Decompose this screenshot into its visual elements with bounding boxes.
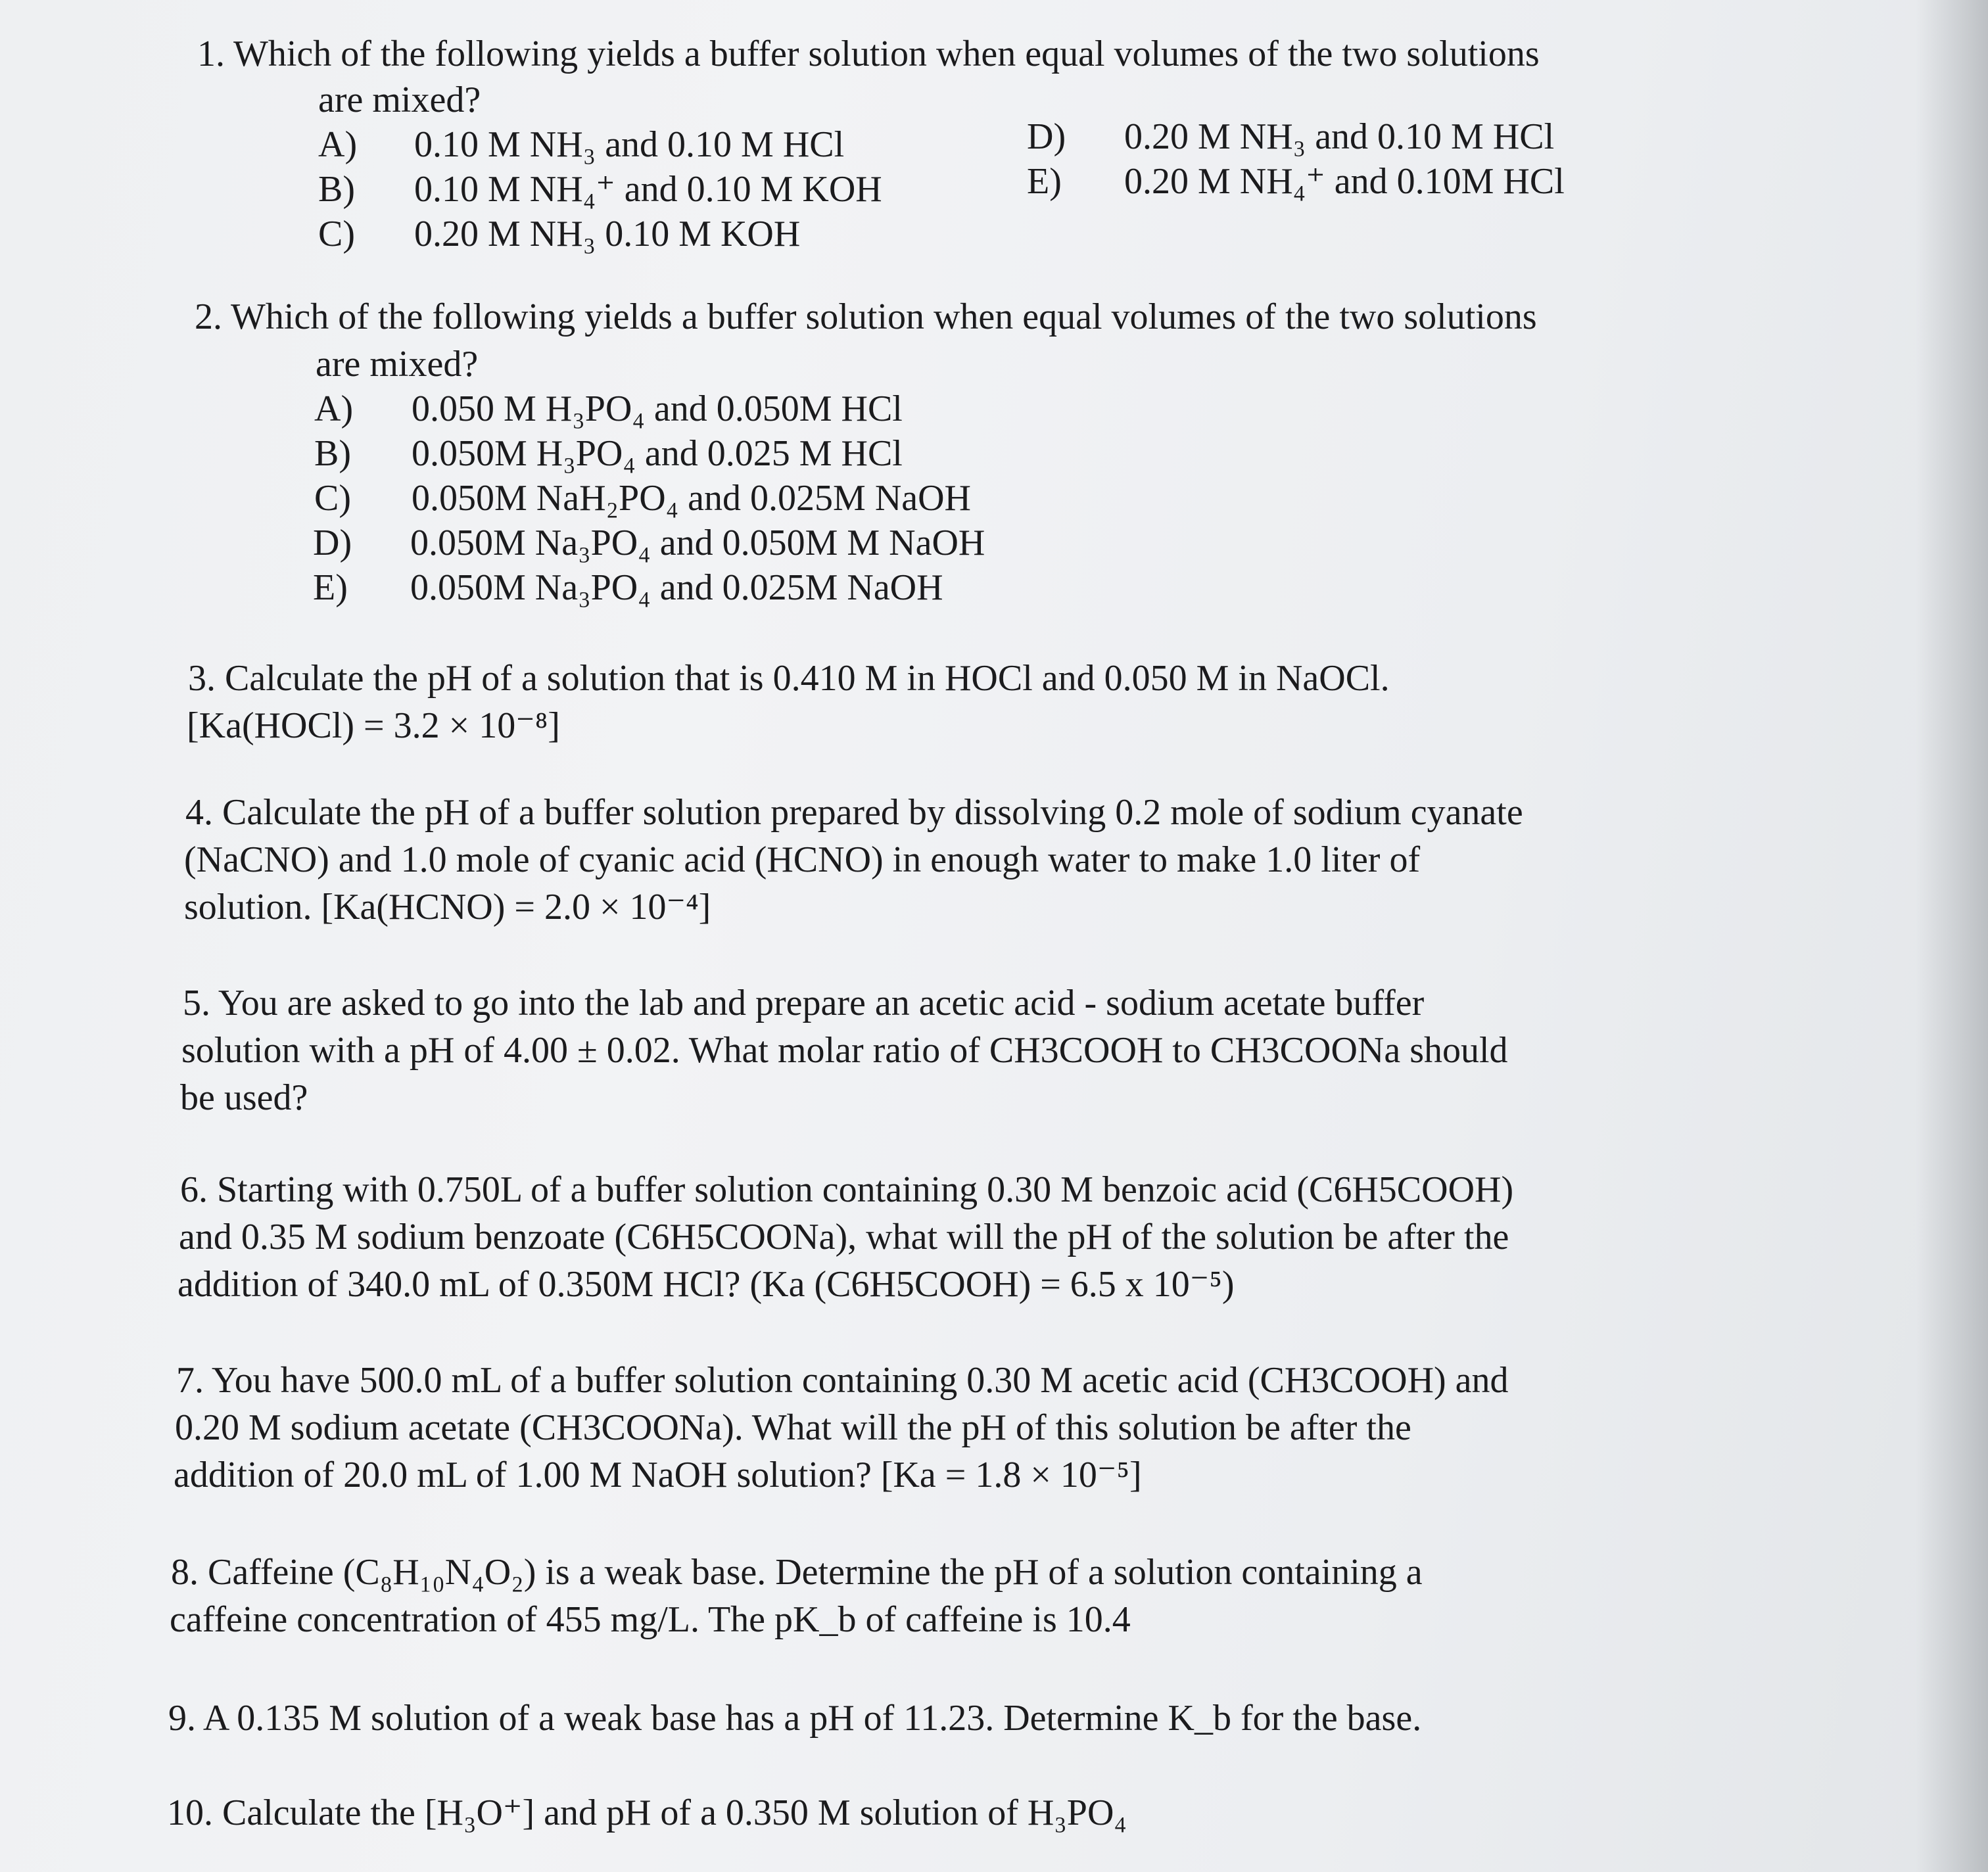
q2-option-c: 0.050M NaH₂PO₄ and 0.025M NaOH bbox=[412, 478, 971, 519]
q6-line3: addition of 340.0 mL of 0.350M HCl? (Ka (C6H5COOH) = 6.5 x 10⁻⁵) bbox=[178, 1264, 1235, 1305]
q2-line1: 2. Which of the following yields a buffer solution when equal volumes of the two solutions bbox=[195, 296, 1537, 337]
q1-option-e: 0.20 M NH₄⁺ and 0.10M HCl bbox=[1124, 161, 1565, 202]
q6-line2: and 0.35 M sodium benzoate (C6H5COONa), what will the pH of the solution be after the bbox=[179, 1217, 1509, 1257]
q1-option-a-letter: A) bbox=[318, 124, 358, 165]
q3-line2: [Ka(HOCl) = 3.2 × 10⁻⁸] bbox=[187, 705, 560, 746]
q1-option-d: 0.20 M NH₃ and 0.10 M HCl bbox=[1124, 116, 1555, 157]
q2-option-a-letter: A) bbox=[314, 388, 354, 429]
page-edge-shadow bbox=[1916, 0, 1988, 1872]
q2-option-e-letter: E) bbox=[313, 567, 348, 608]
q5-line3: be used? bbox=[180, 1077, 308, 1118]
q1-option-b-letter: B) bbox=[318, 169, 355, 210]
q5-line1: 5. You are asked to go into the lab and prepare an acetic acid - sodium acetate buffer bbox=[183, 983, 1425, 1023]
q2-option-d-letter: D) bbox=[313, 523, 352, 563]
q2-line2: are mixed? bbox=[316, 344, 479, 385]
q1-line1: 1. Which of the following yields a buffer solution when equal volumes of the two solutions bbox=[197, 34, 1540, 74]
q8-line1: 8. Caffeine (C₈H₁₀N₄O₂) is a weak base. Determine the pH of a solution containing a bbox=[171, 1552, 1423, 1593]
q1-line2: are mixed? bbox=[318, 80, 481, 120]
q9-line1: 9. A 0.135 M solution of a weak base has a pH of 11.23. Determine K_b for the base. bbox=[168, 1698, 1422, 1739]
q10-line1: 10. Calculate the [H₃O⁺] and pH of a 0.350 M solution of H₃PO₄ bbox=[167, 1792, 1127, 1833]
q2-option-b-letter: B) bbox=[314, 433, 351, 474]
q2-option-c-letter: C) bbox=[314, 478, 351, 519]
q5-line2: solution with a pH of 4.00 ± 0.02. What molar ratio of CH3COOH to CH3COONa should bbox=[181, 1030, 1508, 1071]
q7-line3: addition of 20.0 mL of 1.00 M NaOH solution? [Ka = 1.8 × 10⁻⁵] bbox=[174, 1455, 1142, 1495]
q2-option-b: 0.050M H₃PO₄ and 0.025 M HCl bbox=[412, 433, 903, 474]
q1-option-c: 0.20 M NH₃ 0.10 M KOH bbox=[414, 214, 801, 254]
q4-line3: solution. [Ka(HCNO) = 2.0 × 10⁻⁴] bbox=[184, 887, 711, 927]
q4-line2: (NaCNO) and 1.0 mole of cyanic acid (HCNO) in enough water to make 1.0 liter of bbox=[184, 839, 1421, 880]
q7-line2: 0.20 M sodium acetate (CH3COONa). What will the pH of this solution be after the bbox=[175, 1407, 1411, 1448]
q4-line1: 4. Calculate the pH of a buffer solution prepared by dissolving 0.2 mole of sodium cyanate bbox=[185, 792, 1523, 833]
q3-line1: 3. Calculate the pH of a solution that is 0.410 M in HOCl and 0.050 M in NaOCl. bbox=[188, 658, 1390, 699]
q1-option-a: 0.10 M NH₃ and 0.10 M HCl bbox=[414, 124, 845, 165]
q1-option-e-letter: E) bbox=[1027, 161, 1062, 202]
q2-option-d: 0.050M Na₃PO₄ and 0.050M M NaOH bbox=[410, 523, 985, 563]
q2-option-e: 0.050M Na₃PO₄ and 0.025M NaOH bbox=[410, 567, 943, 608]
q2-option-a: 0.050 M H₃PO₄ and 0.050M HCl bbox=[412, 388, 903, 429]
q6-line1: 6. Starting with 0.750L of a buffer solution containing 0.30 M benzoic acid (C6H5COOH) bbox=[180, 1169, 1514, 1210]
q1-option-d-letter: D) bbox=[1027, 116, 1066, 157]
q1-option-b: 0.10 M NH₄⁺ and 0.10 M KOH bbox=[414, 169, 882, 210]
q7-line1: 7. You have 500.0 mL of a buffer solution containing 0.30 M acetic acid (CH3COOH) and bbox=[176, 1360, 1509, 1401]
q8-line2: caffeine concentration of 455 mg/L. The pK_b of caffeine is 10.4 bbox=[170, 1599, 1131, 1640]
q1-option-c-letter: C) bbox=[318, 214, 355, 254]
